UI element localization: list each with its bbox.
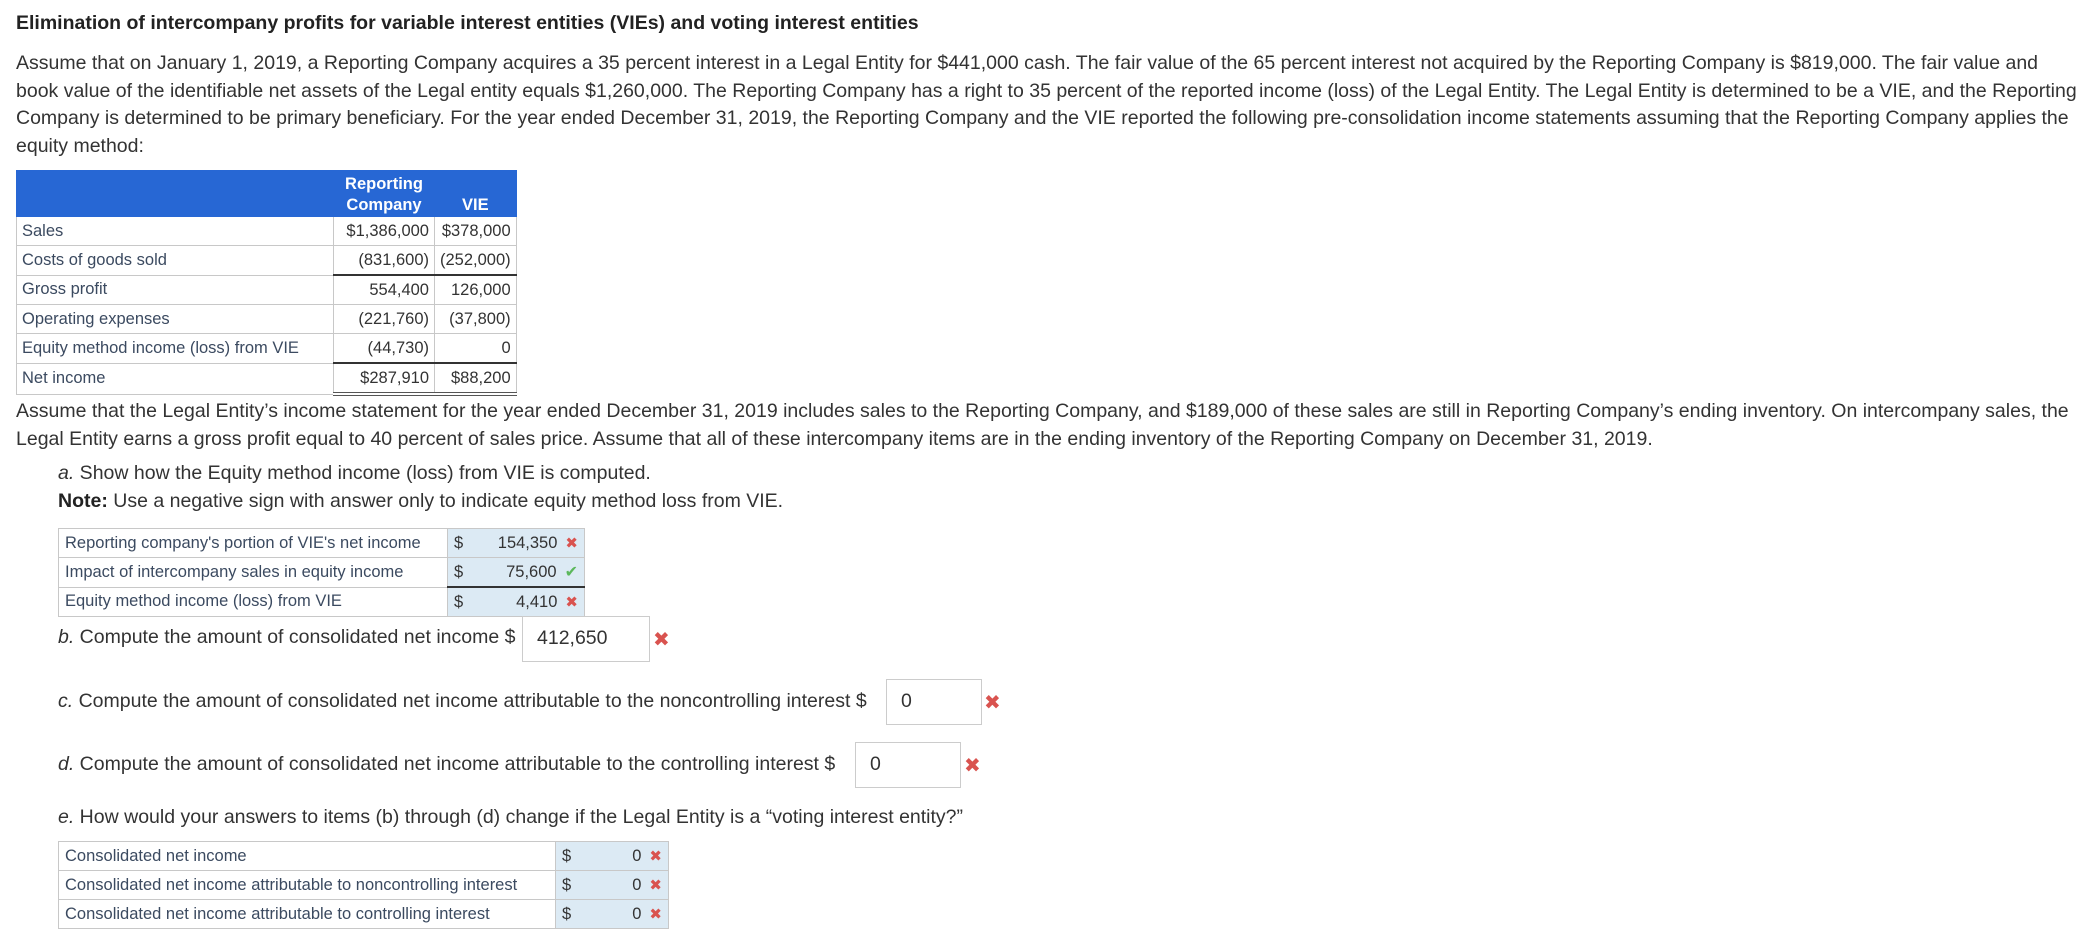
table-row: [59, 871, 669, 900]
header-reporting-company: [334, 171, 435, 217]
intro-paragraph: Assume that on January 1, 2019, a Reporting Company acquires a 35 percent interest in a Legal Entity for $441,000 cash. The fair value of the 65 percent interest not acquired by the Reporting Company is $819,000. The fair value and book value of the identifiable net assets of the Legal entity equals $1,260,000. The Reporting Company has a right to 35 percent of the reported income (loss) of the Legal Entity. The Legal Entity is determined to be a VIE, and the Reporting Company is determined to be primary beneficiary. For the year ended December 31, 2019, the Reporting Company and the VIE reported the following pre-consolidation income statements assuming that the Reporting Company applies the equity method:: [16, 52, 2077, 157]
part-a-table: [58, 528, 585, 617]
row-label: Costs of goods sold: [17, 246, 334, 276]
question-e-letter: e.: [58, 806, 75, 828]
vie-value: $378,000: [435, 217, 517, 246]
row-label: Reporting company's portion of VIE's net income: [59, 529, 448, 558]
part-e-table: [58, 841, 669, 929]
incorrect-icon: ✖: [649, 905, 662, 923]
table-row: [59, 587, 585, 617]
reporting-value: $1,386,000: [334, 217, 435, 246]
dollar-sign: $: [556, 871, 577, 900]
answer-value[interactable]: 4,410: [516, 592, 558, 611]
assumption-paragraph: Assume that the Legal Entity’s income statement for the year ended December 31, 2019 includes sales to the Reporting Company, and $189,000 of these sales are still in Reporting Company’s ending inventory. On intercompany sales, the Legal Entity earns a gross profit equal to 40 percent of sales price. Assume that all of these intercompany items are in the ending inventory of the Reporting Company on December 31, 2019.: [16, 400, 2069, 450]
question-d-text: Compute the amount of consolidated net income attributable to the controlling interest $: [74, 753, 836, 775]
table-row: [17, 305, 517, 334]
question-b: [58, 626, 515, 649]
question-a-letter: a.: [58, 462, 75, 484]
vie-value: 126,000: [435, 275, 517, 305]
incorrect-icon: ✖: [653, 629, 670, 651]
table-row: [17, 275, 517, 305]
incorrect-icon: ✖: [964, 755, 981, 777]
incorrect-icon: ✖: [984, 692, 1001, 714]
row-label: Equity method income (loss) from VIE: [59, 587, 448, 617]
question-c-text: Compute the amount of consolidated net income attributable to the noncontrolling interest $: [73, 690, 867, 712]
incorrect-icon: ✖: [565, 534, 578, 552]
question-b-letter: b.: [58, 626, 75, 648]
reporting-value: $287,910: [334, 363, 435, 394]
answer-cell[interactable]: [576, 842, 669, 871]
table-row: [17, 246, 517, 276]
question-e-text: How would your answers to items (b) through (d) change if the Legal Entity is a “voting interest entity?”: [74, 806, 964, 828]
question-e: [58, 806, 963, 829]
reporting-value: (221,760): [334, 305, 435, 334]
incorrect-icon: ✖: [649, 847, 662, 865]
vie-value: $88,200: [435, 363, 517, 394]
answer-value[interactable]: 0: [632, 875, 642, 894]
table-row: [59, 529, 585, 558]
reporting-value: 554,400: [334, 275, 435, 305]
question-d: [58, 753, 835, 776]
table-row: [17, 334, 517, 364]
correct-check-icon: ✔: [564, 564, 578, 581]
dollar-sign: $: [448, 587, 469, 617]
row-label: Sales: [17, 217, 334, 246]
page-title: Elimination of intercompany profits for variable interest entities (VIEs) and voting interest entities: [16, 12, 919, 34]
answer-cell[interactable]: [468, 558, 585, 588]
answer-cell[interactable]: [576, 900, 669, 929]
vie-value: 0: [435, 334, 517, 364]
answer-value[interactable]: 154,350: [497, 533, 558, 552]
note-label: Note:: [58, 490, 108, 512]
vie-value: (37,800): [435, 305, 517, 334]
row-label: Equity method income (loss) from VIE: [17, 334, 334, 364]
consolidated-net-income-input[interactable]: 412,650: [522, 616, 650, 662]
question-a-text: Show how the Equity method income (loss) from VIE is computed.: [74, 462, 651, 484]
answer-cell[interactable]: [468, 587, 585, 617]
income-statement-table: [16, 170, 517, 396]
answer-value[interactable]: 0: [632, 904, 642, 923]
dollar-sign: $: [556, 842, 577, 871]
header-reporting-line1: Reporting: [345, 175, 423, 193]
dollar-sign: $: [448, 558, 469, 588]
table-row: [17, 363, 517, 394]
reporting-value: (44,730): [334, 334, 435, 364]
reporting-value: (831,600): [334, 246, 435, 276]
question-c-letter: c.: [58, 690, 74, 712]
dollar-sign: $: [556, 900, 577, 929]
question-d-letter: d.: [58, 753, 75, 775]
table-row: [59, 900, 669, 929]
row-label: Operating expenses: [17, 305, 334, 334]
question-b-text: Compute the amount of consolidated net income $: [74, 626, 516, 648]
blank-header: [17, 171, 334, 217]
question-a: [58, 462, 651, 485]
noncontrolling-interest-input[interactable]: 0: [886, 679, 982, 725]
table-row: [17, 217, 517, 246]
row-label: Consolidated net income attributable to controlling interest: [59, 900, 556, 929]
note: [58, 490, 783, 513]
row-label: Consolidated net income attributable to noncontrolling interest: [59, 871, 556, 900]
row-label: Gross profit: [17, 275, 334, 305]
header-vie: VIE: [435, 171, 517, 217]
answer-value[interactable]: 75,600: [506, 563, 557, 581]
answer-cell[interactable]: [576, 871, 669, 900]
row-label: Net income: [17, 363, 334, 394]
vie-value: (252,000): [435, 246, 517, 276]
row-label: Impact of intercompany sales in equity income: [59, 558, 448, 588]
dollar-sign: $: [448, 529, 469, 558]
answer-cell[interactable]: [468, 529, 585, 558]
table-row: [59, 842, 669, 871]
table-row: [59, 558, 585, 588]
answer-value[interactable]: 0: [632, 846, 642, 865]
incorrect-icon: ✖: [649, 876, 662, 894]
controlling-interest-input[interactable]: 0: [855, 742, 961, 788]
question-c: [58, 690, 867, 713]
row-label: Consolidated net income: [59, 842, 556, 871]
note-text: Use a negative sign with answer only to indicate equity method loss from VIE.: [107, 490, 784, 512]
incorrect-icon: ✖: [565, 593, 578, 611]
header-reporting-line2: Company: [346, 196, 422, 214]
